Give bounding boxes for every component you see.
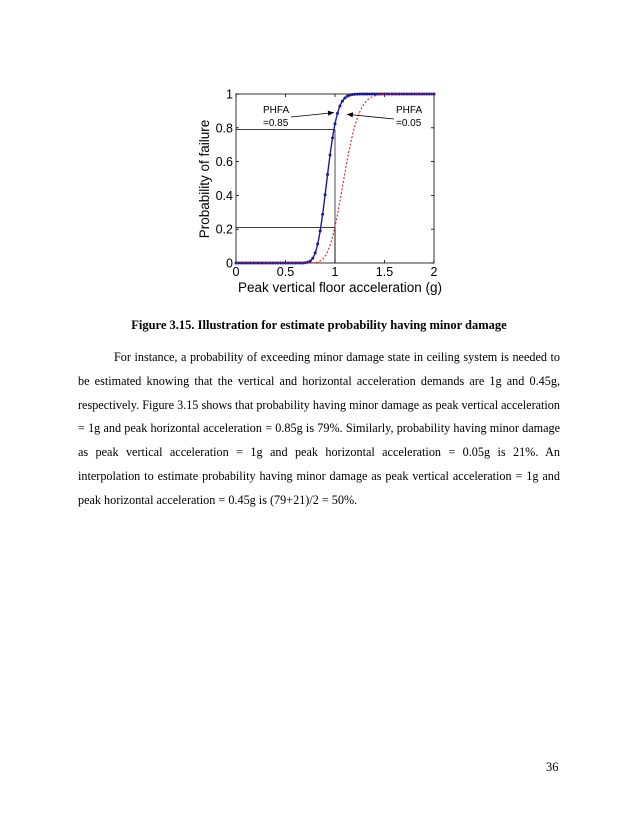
curve-1-marker: [331, 136, 334, 139]
curve-1-marker: [321, 213, 324, 216]
curve-1-marker: [311, 257, 314, 260]
curve-1-marker: [343, 96, 346, 99]
curve-1-marker: [329, 153, 332, 156]
curve-1-marker: [433, 93, 436, 96]
annotation-arrow-head: [347, 112, 353, 117]
curve-1-marker: [324, 193, 327, 196]
annotation-arrow-line: [291, 113, 334, 117]
annotation-value: =0.05: [396, 118, 422, 129]
page-number: 36: [546, 760, 559, 774]
curve-1-marker: [319, 229, 322, 232]
x-tick-label: 0: [232, 265, 240, 279]
curve-1-marker: [316, 242, 319, 245]
y-tick-label: 1: [226, 87, 233, 102]
y-tick-label: 0.8: [215, 121, 233, 136]
y-axis-label: Probability of failure: [197, 119, 212, 239]
curve-1-marker: [334, 122, 337, 125]
x-tick-label: 2: [430, 265, 438, 279]
curve-1-marker: [326, 173, 329, 176]
annotation-label: PHFA: [263, 105, 290, 116]
x-axis-label: Peak vertical floor acceleration (g): [237, 280, 443, 295]
y-tick-label: 0.4: [215, 188, 233, 203]
annotation-arrow-line: [347, 114, 394, 119]
x-tick-label: 0.5: [276, 265, 295, 279]
y-tick-label: 0: [226, 256, 233, 271]
curve-1-marker: [341, 100, 344, 103]
y-tick-label: 0.6: [215, 155, 233, 170]
curve-1-marker: [309, 260, 312, 263]
figure-chart: [0, 0, 638, 310]
y-tick-label: 0.2: [215, 222, 233, 237]
curve-1-marker: [314, 251, 317, 254]
annotation-arrow-head: [328, 111, 334, 116]
curve-1-marker: [348, 94, 351, 97]
curve-1-marker: [336, 112, 339, 115]
body-paragraph-text: For instance, a probability of exceeding minor damage state in ceiling system is needed to be estimated knowing that the vertical and horizontal acceleration demands are 1g and 0.45g, respectively. Figure 3.15 shows that probability having minor damage as peak vertical acceleration = 1g and peak horizontal acceleration = 0.85g is 79%. Similarly, probability having minor damage as peak vertical acceleration = 1g and peak horizontal acceleration = 0.05g is 21%. An interpolation to estimate probability having minor damage as peak vertical acceleration = 1g and peak horizontal acceleration = 0.45g is (79+21)/2 = 50%.: [78, 350, 560, 507]
annotation-value: =0.85: [263, 118, 289, 129]
curve-1-marker: [338, 104, 341, 107]
x-tick-label: 1: [331, 265, 339, 279]
x-tick-label: 1.5: [375, 265, 394, 279]
body-paragraph: [78, 346, 560, 513]
figure-caption: Figure 3.15. Illustration for estimate probability having minor damage: [131, 318, 507, 332]
annotation-label: PHFA: [396, 105, 423, 116]
